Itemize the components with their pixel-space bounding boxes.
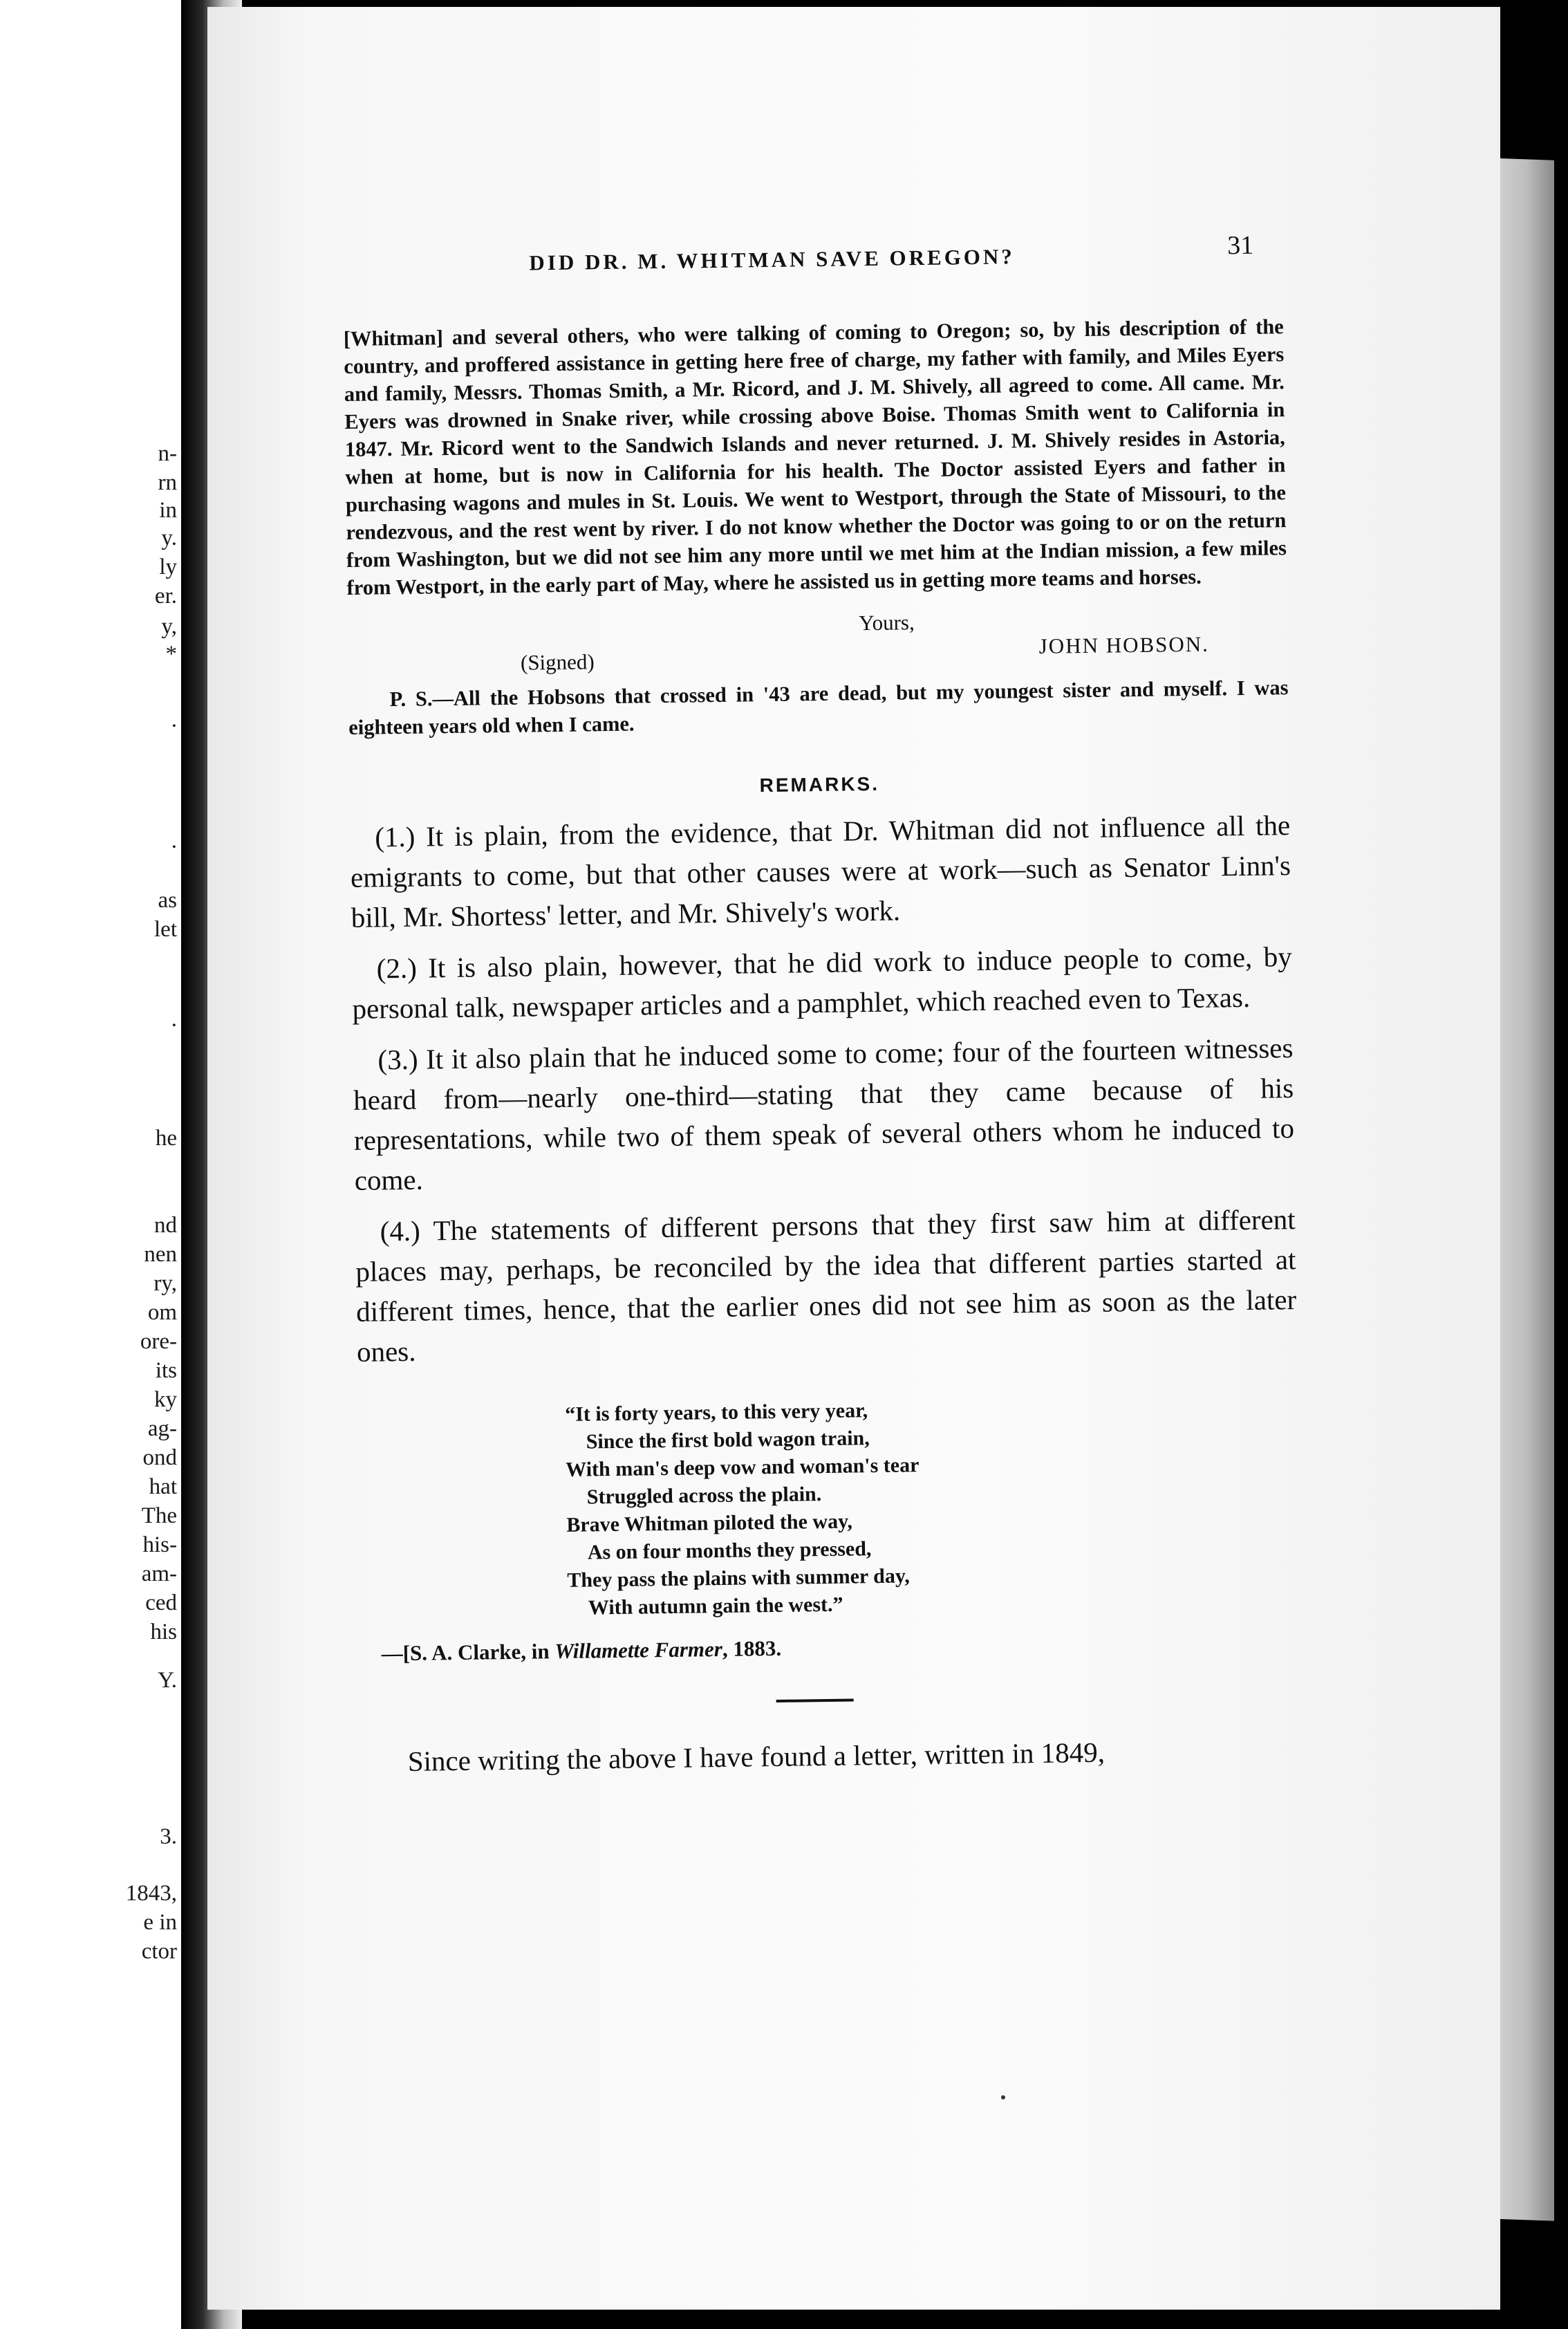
poem-line: They pass the plains with summer day, [567,1564,910,1592]
facing-page-fragment: 1843, [125,1881,177,1906]
facing-page-fragment: as [158,888,177,913]
facing-page-fragment: ky [154,1387,177,1412]
poem-line: Brave Whitman piloted the way, [566,1510,853,1537]
facing-page-fragment: y. [161,526,177,550]
facing-page-fragment: e in [143,1910,177,1935]
facing-page-fragment: ry, [153,1271,177,1296]
remark-item: (1.) It is plain, from the evidence, that Dr. Whitman did not influence all the emigrants to come, but that other causes were at work—such as Senator Linn's bill, Mr. Shortess' letter, and Mr. Shively's work. [350,809,1291,934]
page-number: 31 [1226,230,1254,261]
facing-page-fragment: hat [149,1474,177,1499]
attribution-prefix: —[S. A. Clarke, in [381,1639,550,1666]
facing-page-fragment: ly [159,555,177,579]
facing-page-fragment: Y. [158,1668,177,1693]
facing-page-fragment: ced [145,1590,177,1615]
facing-page-fragment: . [171,1007,177,1032]
poem-line: Since the first bold wagon train, [586,1427,870,1454]
facing-page-fragment: ond [142,1445,177,1470]
facing-page-fragment: y, [161,614,177,639]
facing-page-fragment: he [155,1126,177,1151]
facing-page-fragment: in [159,498,177,523]
facing-page-fragment: his- [142,1532,177,1557]
poem-line: Struggled across the plain. [586,1483,822,1509]
facing-page-fragment: rn [158,470,177,495]
closing-line: Since writing the above I have found a letter, written in 1849, [407,1736,1105,1777]
facing-page-fragment: 3. [160,1824,177,1849]
signer-name: JOHN HOBSON. [1038,631,1210,658]
attribution-source: Willamette Farmer [554,1636,723,1664]
postscript: P. S.—All the Hobsons that crossed in '43 are dead, but my youngest sister and myself. I was eighteen years old when I came. [348,676,1289,739]
page-text [342,230,1303,1779]
facing-page-fragment: his [150,1620,177,1644]
facing-page-fragment: ore- [140,1329,177,1354]
facing-page-fragment: er. [154,584,177,609]
letter-closing: Yours, [859,610,915,635]
facing-page-fragment: am- [141,1561,177,1586]
facing-page-fragment: . [171,828,177,853]
signed-label: (Signed) [520,649,595,675]
poem [565,1391,1300,1622]
remarks-heading: REMARKS. [759,772,880,797]
poem-attribution [381,1629,1300,1666]
letter-body: [Whitman] and several others, who were talking of coming to Oregon; so, by his description of the country, and proffered assistance in getting here free of charge, my father with family, and Miles Eyers and family, Messrs. Thomas Smith, a Mr. Ricord, and J. M. Shively, all agreed to come. All came. Mr. Eyers was drowned in Snake river, while crossing above Boise. Thomas Smith went to California in 1847. Mr. Ricord went to the Sandwich Islands and never returned. J. M. Shively resides in Astoria, when at home, but is now in California for his health. The Doctor assisted Eyers and father in purchasing wagons and mules in St. Louis. We went to Westport, through the State of Missouri, to the rendezvous, and the rest went by river. I do not know whether the Doctor was going to or on the return from Washington, but we did not see him any more until we met him at the Indian mission, a few miles from Westport, in the early part of May, where he assisted us in getting more teams and horses. [343,315,1287,600]
facing-page-fragment: The [141,1503,177,1528]
facing-page-fragment: n- [158,441,177,466]
remark-item: (4.) The statements of different persons that they first saw him at different places may, perhaps, be reconciled by the idea that different parties started at different times, hence, that the earlier ones did not see him as soon as the later ones. [355,1203,1297,1368]
facing-page-fragment: its [155,1358,177,1383]
remark-item: (2.) It is also plain, however, that he did work to induce people to come, by personal talk, newspaper articles and a pamphlet, which reached even to Texas. [352,940,1292,1025]
facing-page-fragment: let [154,917,177,942]
facing-page-fragment: om [147,1300,177,1325]
signature-line [348,631,1289,678]
remark-item: (3.) It it also plain that he induced some to come; four of the fourteen witnesses heard from—nearly one-third—stating that they came because of his representations, while two of them speak of several others whom he induced to come. [353,1032,1295,1196]
section-rule [776,1698,854,1702]
ink-speck [1001,2095,1005,2099]
facing-page-fragment: ctor [141,1939,177,1964]
attribution-suffix: , 1883. [722,1635,782,1661]
facing-page-fragment: nen [144,1242,177,1267]
facing-page-fragment: * [165,642,177,667]
running-title: DID DR. M. WHITMAN SAVE OREGON? [529,244,1016,275]
facing-page-fragment: . [171,707,177,732]
poem-line: As on four months they pressed, [587,1537,872,1564]
facing-page-fragment: ag- [147,1416,177,1441]
poem-line: With man's deep vow and woman's tear [566,1454,920,1481]
facing-page [0,0,181,2329]
facing-page-fragment: nd [154,1213,177,1238]
poem-line: With autumn gain the west.” [588,1593,843,1620]
poem-line: “It is forty years, to this very year, [565,1399,868,1426]
